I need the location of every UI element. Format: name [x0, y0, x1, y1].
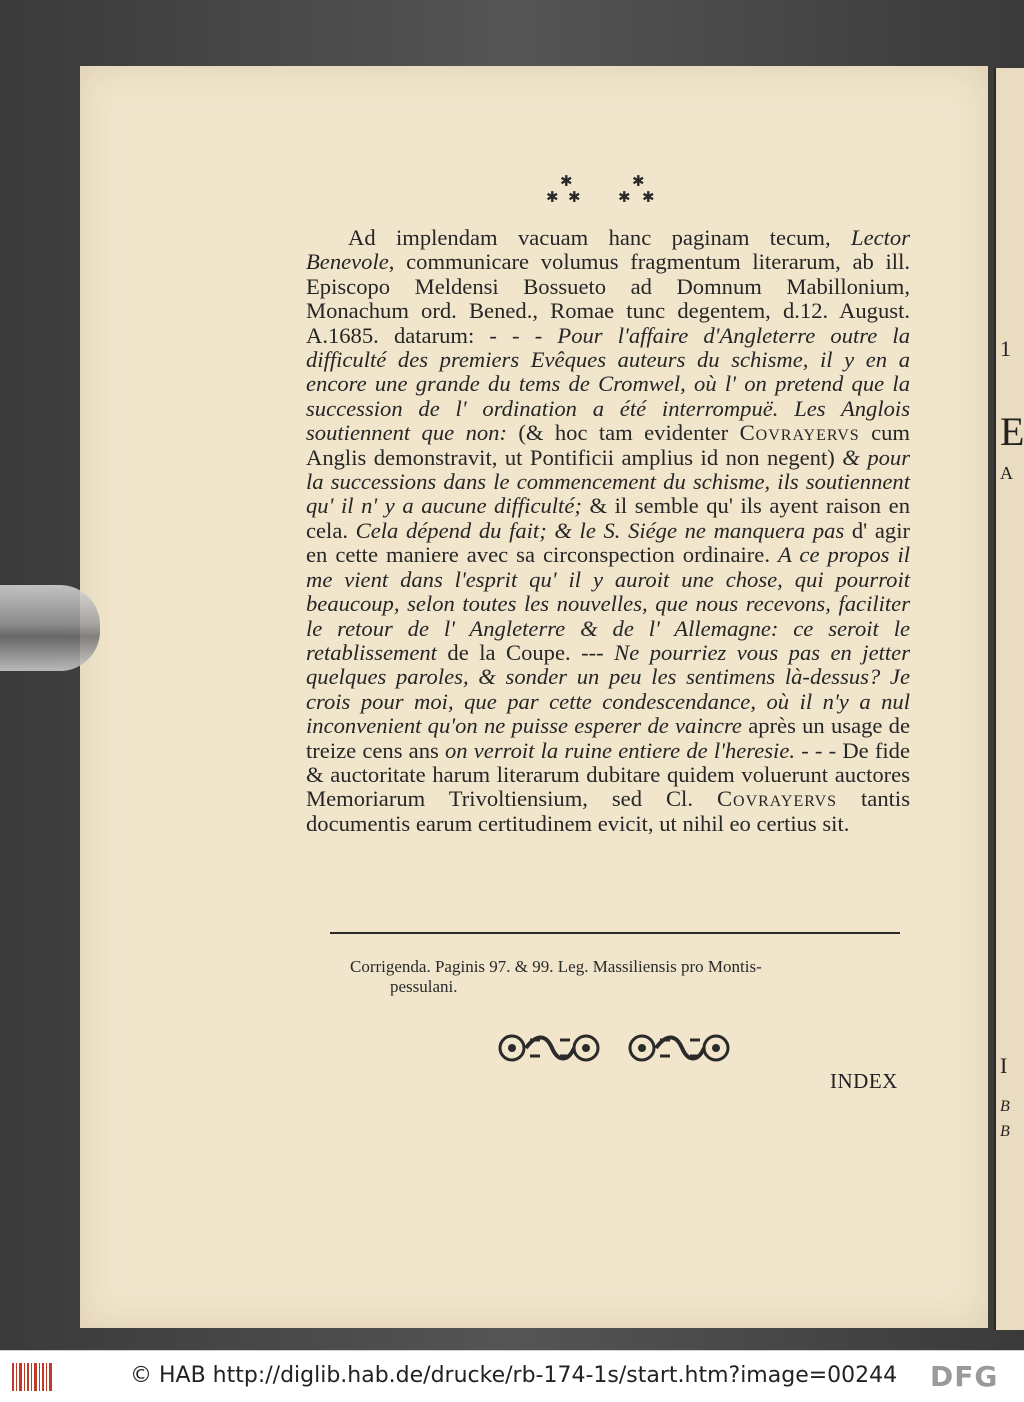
- barcode-icon: [12, 1363, 52, 1391]
- text-segment: & pour la successions dans le commencement du schisme, ils soutiennent qu' il n' y a aucune difficulté;: [306, 444, 910, 519]
- body-paragraph: [306, 226, 910, 836]
- section-rule: [330, 932, 900, 934]
- catchword: INDEX: [830, 1069, 898, 1093]
- book-clamp: [0, 585, 100, 671]
- text-segment: Pour l'affaire d'Angleterre outre la difficulté des premiers Evêques auteurs du schisme, il y en a encore une grande du tems de Cromwel, où l' on pretend que la succession de l' ordination a été interrompuë. Les Anglois soutiennent que non:: [306, 322, 910, 446]
- body-text: [306, 226, 910, 836]
- fleuron-ornament: [624, 1030, 734, 1066]
- dfg-logo: DFG: [930, 1360, 999, 1393]
- text-segment: d' agir en cette maniere avec sa circonspection ordinaire.: [306, 517, 910, 568]
- text-segment: Covrayervs: [716, 786, 838, 812]
- text-segment: Covrayervs: [739, 420, 860, 446]
- text-segment: de la Coupe. ---: [436, 639, 615, 665]
- text-segment: tantis documentis earum certitudinem evicit, ut nihil eo certius sit.: [306, 786, 910, 836]
- text-segment: (& hoc tam evidenter: [506, 420, 740, 446]
- next-page-edge: [994, 68, 1024, 1330]
- text-segment: cum Anglis demonstravit, ut Pontificii amplius id non negent): [306, 420, 910, 470]
- fleuron-ornament: [494, 1030, 604, 1066]
- next-page-fragment: B: [1000, 1123, 1010, 1140]
- next-page-fragment: E: [1000, 409, 1024, 454]
- next-page-fragment: A: [1000, 463, 1013, 483]
- text-segment: Ne pourriez vous pas en jetter quelques paroles, & sonder un peu les sentimens là-dessus? Je crois pour moi, que par cette condescendance, où il n'y a nul inconvenient qu'on ne puisse esperer de vaincre: [306, 639, 910, 739]
- text-segment: A ce propos il me vient dans l'esprit qu' il y auroit une chose, qui pourroit beaucoup, selon toutes les nouvelles, que nous recevons, faciliter le retour de l' Angleterre & de l' Allemagne: ce seroit le retablissement: [306, 542, 910, 665]
- text-segment: après un usage de treize cens ans: [306, 713, 911, 763]
- text-segment: Ad implendam vacuam hanc paginam tecum,: [348, 225, 851, 250]
- text-segment: & il semble qu' ils ayent raison en cela.: [306, 493, 910, 543]
- asterism-ornament: ✱ ✱ ✱ ✱ ✱ ✱: [546, 172, 655, 206]
- text-segment: Lector Benevole: [306, 225, 910, 275]
- next-page-fragment: 1: [1000, 336, 1011, 361]
- copyright-link[interactable]: © HAB http://diglib.hab.de/drucke/rb-174-1s/start.htm?image=00244: [130, 1363, 898, 1388]
- text-segment: - - - De fide & auctoritate harum literarum dubitare quidem voluerunt auctores Memoriarum Trivoltiensium, sed Cl.: [306, 737, 910, 812]
- text-segment: on verroit la ruine entiere de l'heresie.: [445, 737, 796, 763]
- text-segment: Cela dépend du fait; & le S. Siége ne manquera pas: [355, 517, 845, 543]
- viewer-footer: [0, 1350, 1024, 1402]
- text-segment: , communicare volumus fragmentum literarum, ab ill. Episcopo Meldensi Bossueto ad Domnum Mabillonium, Monachum ord. Bened., Romae tunc degentem, d.12. August. A.1685. datarum: - - -: [306, 249, 910, 348]
- corrigenda-line: pessulani.: [390, 977, 458, 996]
- next-page-fragment: B: [1000, 1098, 1010, 1115]
- corrigenda-line: Corrigenda. Paginis 97. & 99. Leg. Massiliensis pro Montis-: [350, 957, 762, 976]
- next-page-fragment: I: [1000, 1053, 1008, 1078]
- corrigenda: [350, 957, 880, 997]
